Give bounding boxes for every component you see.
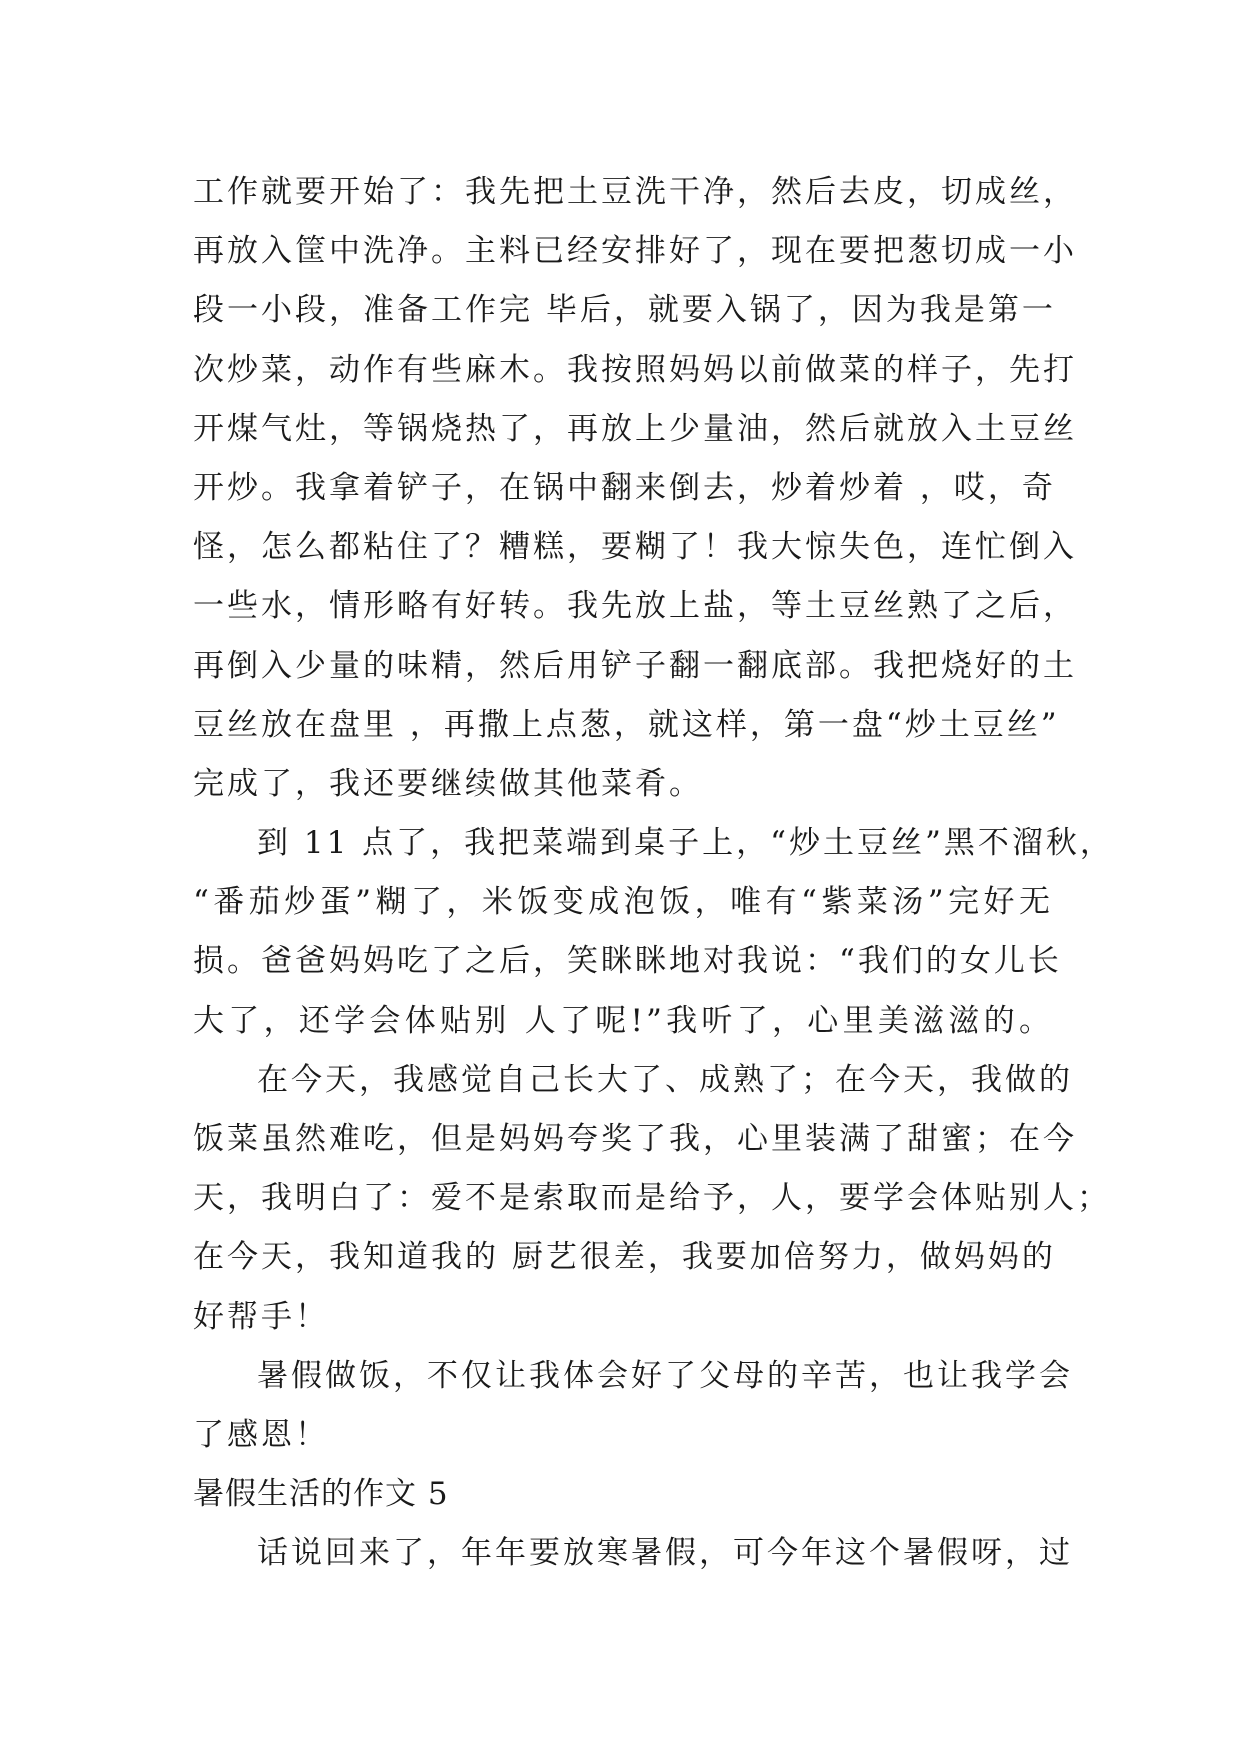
text-line: 天，我明白了：爱不是索取而是给予，人，要学会体贴别人； (193, 1180, 1111, 1217)
paragraph-last-line: 了感恩！ (193, 1416, 329, 1453)
text-line: 段一小段，准备工作完 毕后，就要入锅了，因为我是第一 (193, 292, 1056, 329)
essay-text (193, 163, 1114, 1584)
text-line: 大了，还学会体贴别 人了呢!”我听了，心里美滋滋的。 (193, 1002, 1053, 1039)
text-line: 怪，怎么都粘住了？糟糕，要糊了！我大惊失色，连忙倒入 (193, 529, 1077, 566)
text-line: 再倒入少量的味精，然后用铲子翻一翻底部。我把烧好的土 (193, 647, 1077, 684)
paragraph-first-line: 暑假做饭，不仅让我体会好了父母的辛苦，也让我学会 (257, 1357, 1073, 1394)
paragraph-last-line: 完成了，我还要继续做其他菜肴。 (193, 765, 703, 802)
paragraph-last-line: 好帮手！ (193, 1298, 329, 1335)
text-line: 次炒菜，动作有些麻木。我按照妈妈以前做菜的样子，先打 (193, 351, 1077, 388)
paragraph-first-line: 到 11 点了，我把菜端到桌子上，“炒土豆丝”黑不溜秋， (257, 825, 1114, 862)
text-line: 再放入筐中洗净。主料已经安排好了，现在要把葱切成一小 (193, 233, 1077, 270)
paragraph-first-line: 话说回来了，年年要放寒暑假，可今年这个暑假呀，过 (257, 1535, 1073, 1572)
text-line: 工作就要开始了：我先把土豆洗干净，然后去皮，切成丝， (193, 174, 1077, 210)
text-line: 一些水，情形略有好转。我先放上盐，等土豆丝熟了之后， (193, 588, 1077, 625)
section-heading: 暑假生活的作文 5 (193, 1476, 449, 1513)
text-line: “番茄炒蛋”糊了，米饭变成泡饭，唯有“紫菜汤”完好无 (193, 884, 1053, 921)
text-line: 豆丝放在盘里 ，再撒上点葱，就这样，第一盘“炒土豆丝” (193, 706, 1060, 743)
text-line: 开炒。我拿着铲子，在锅中翻来倒去，炒着炒着 ，哎，奇 (193, 469, 1056, 506)
text-line: 损。爸爸妈妈吃了之后，笑眯眯地对我说：“我们的女儿长 (193, 943, 1062, 980)
text-line: 开煤气灶，等锅烧热了，再放上少量油，然后就放入土豆丝 (193, 410, 1077, 447)
text-line: 饭菜虽然难吃，但是妈妈夸奖了我，心里装满了甜蜜；在今 (193, 1121, 1077, 1157)
paragraph-first-line: 在今天，我感觉自己长大了、成熟了；在今天，我做的 (257, 1061, 1073, 1098)
text-line: 在今天，我知道我的 厨艺很差，我要加倍努力，做妈妈的 (193, 1239, 1056, 1276)
